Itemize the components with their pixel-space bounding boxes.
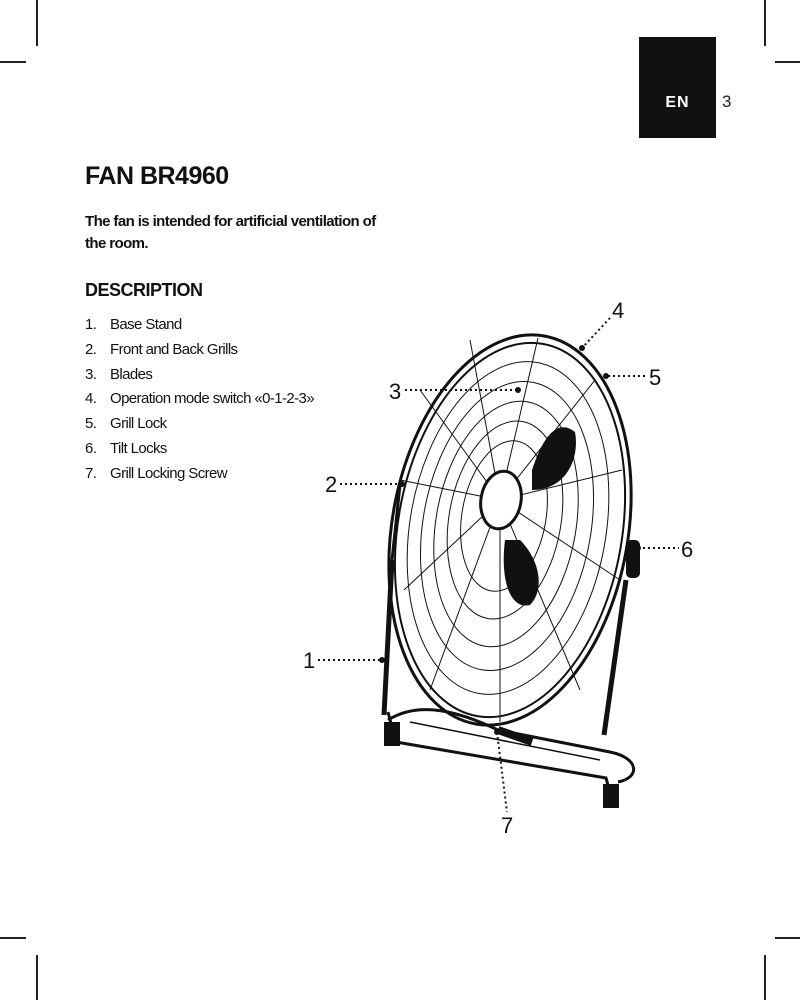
list-item-number: 1. <box>85 316 97 333</box>
list-item-label: Blades <box>110 365 153 383</box>
section-heading: DESCRIPTION <box>85 280 203 300</box>
list-item-label: Grill Locking Screw <box>110 464 227 482</box>
callout-number-2: 2 <box>325 472 338 497</box>
callout-number-4: 4 <box>612 298 625 323</box>
callout-number-1: 1 <box>303 648 316 673</box>
callout-number-7: 7 <box>501 813 514 838</box>
list-item-label: Front and Back Grills <box>110 340 238 358</box>
intro-text: The fan is intended for artificial ventilation of the room. <box>85 213 376 252</box>
list-item-label: Tilt Locks <box>110 439 167 457</box>
list-item-number: 5. <box>85 415 97 433</box>
callout-number-5: 5 <box>649 365 662 390</box>
language-tab-label: EN <box>665 94 690 111</box>
list-item-number: 6. <box>85 439 97 457</box>
list-item-label: Base Stand <box>110 316 182 333</box>
page-number: 3 <box>722 92 732 111</box>
list-item-number: 3. <box>85 365 97 383</box>
list-item-label: Grill Lock <box>110 415 167 433</box>
list-item-label: Operation mode switch «0-1-2-3» <box>110 390 315 408</box>
callout-number-6: 6 <box>681 537 694 562</box>
list-item-number: 2. <box>85 340 97 358</box>
page-title: FAN BR4960 <box>85 162 229 190</box>
list-item-number: 4. <box>85 390 97 408</box>
callout-number-3: 3 <box>389 379 402 404</box>
list-item-number: 7. <box>85 464 97 482</box>
